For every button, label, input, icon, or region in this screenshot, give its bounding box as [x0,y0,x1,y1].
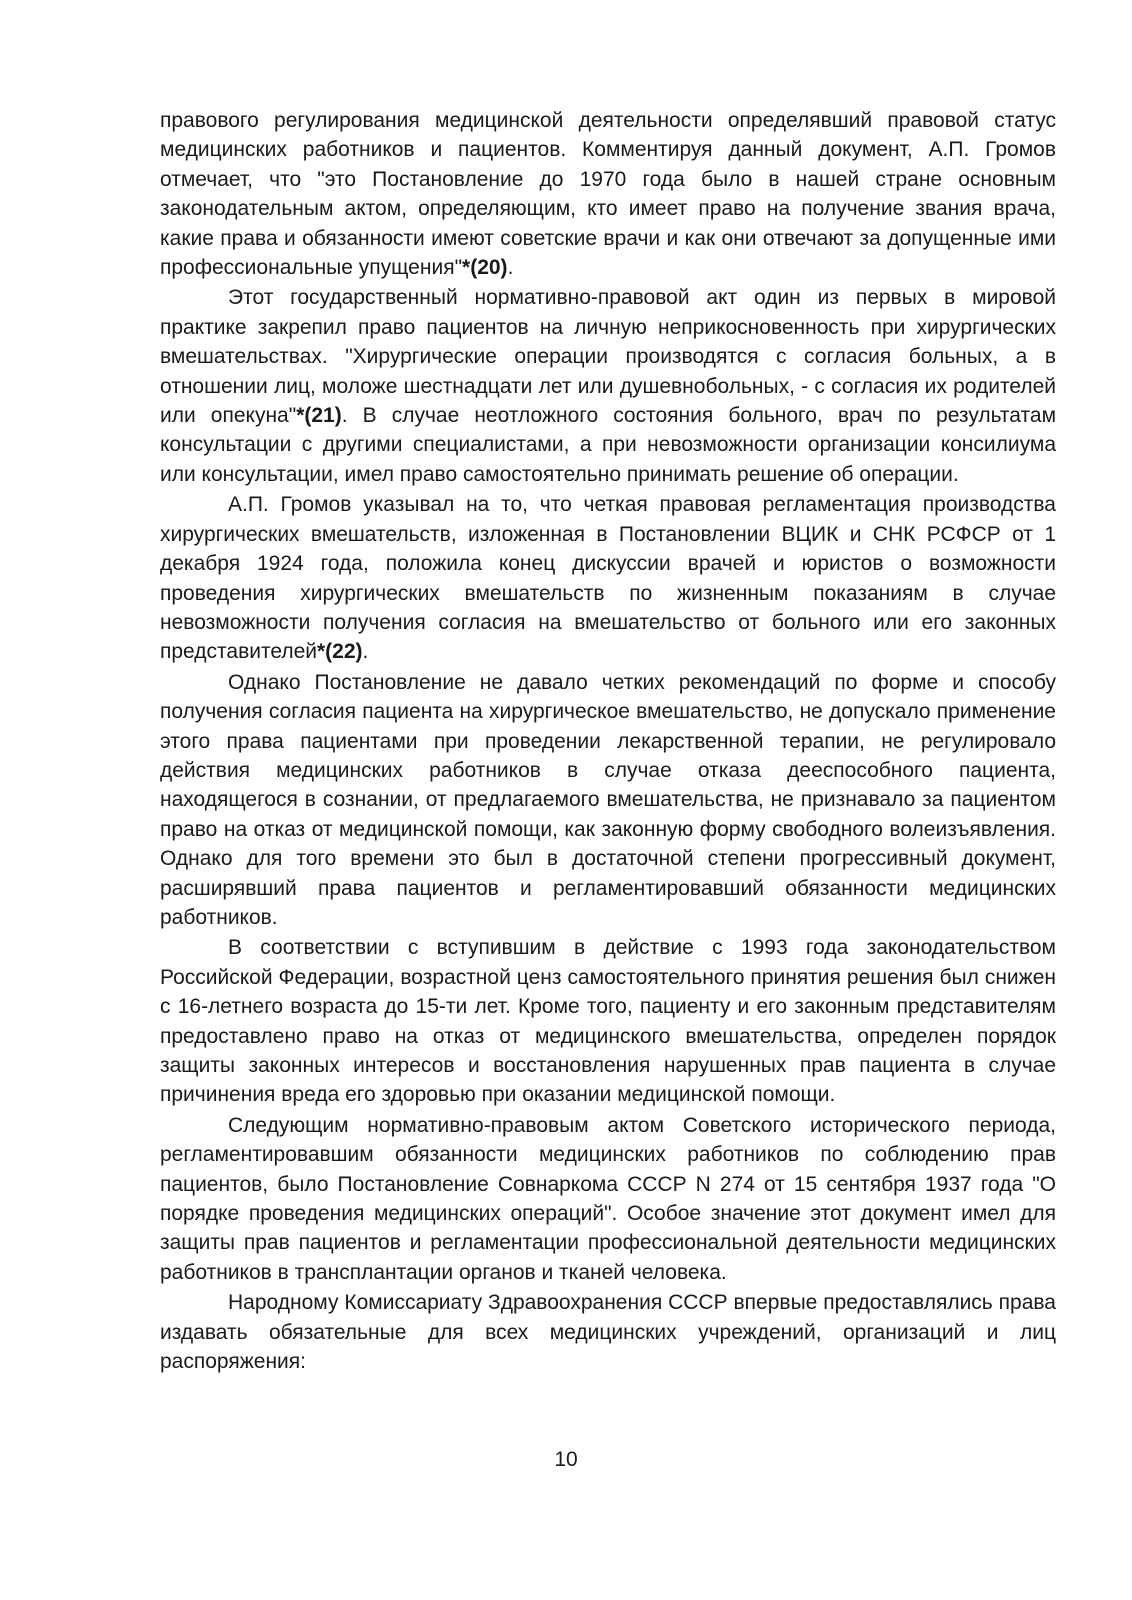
paragraph-7 [160,1288,1056,1376]
paragraph-5 [160,933,1056,1109]
paragraph-tail: . [507,256,514,280]
paragraph-3 [160,490,1056,666]
paragraph-text: Этот государственный нормативно-правовой акт один из первых в мировой практике закрепил право пациентов на личную неприкосновенность при хирургических вмешательствах. "Хирургические операции производятся с согласия больных, а в отношении лиц, моложе шестнадцати лет или душевнобольных, - с согласия их родителей или опекуна" [160,286,1056,428]
footnote-ref: *(20) [462,256,508,280]
paragraph-1 [160,106,1056,282]
document-page [160,106,1056,1376]
paragraph-tail: . В случае неотложного состояния больного, врач по результатам консультации с другими специалистами, а при невозможности организации консилиума или консультации, имел право самостоятельно принимать решение об операции. [160,404,1057,486]
footnote-ref: *(21) [296,404,342,428]
paragraph-text: Народному Комиссариату Здравоохранения СССР впервые предоставлялись права издавать обязательные для всех медицинских учреждений, организаций и лиц распоряжения: [160,1291,1056,1374]
paragraph-tail: . [362,640,369,664]
footnote-ref: *(22) [317,640,363,664]
paragraph-text: А.П. Громов указывал на то, что четкая правовая регламентация производства хирургических вмешательств, изложенная в Постановлении ВЦИК и СНК РСФСР от 1 декабря 1924 года, положила конец дискуссии врачей и юристов о возможности проведения хирургических вмешательств по жизненным показаниям в случае невозможности получения согласия на вмешательство от больного или его законных представителей [160,493,1056,664]
paragraph-text: правового регулирования медицинской деятельности определявший правовой статус медицинских работников и пациентов. Комментируя данный документ, А.П. Громов отмечает, что "это Постановление до 1970 года было в нашей стране основным законодательным актом, определяющим, кто имеет право на получение звания врача, какие права и обязанности имеют советские врачи и как они отвечают за допущенные ими профессиональные упущения" [160,109,1056,280]
paragraph-6 [160,1111,1056,1287]
paragraph-4 [160,668,1056,933]
paragraph-text: Однако Постановление не давало четких рекомендаций по форме и способу получения согласия пациента на хирургическое вмешательство, не допускало применение этого права пациентами при проведении лекарственной терапии, не регулировало действия медицинских работников в случае отказа дееспособного пациента, находящегося в сознании, от предлагаемого вмешательства, не признавало за пациентом право на отказ от медицинской помощи, как законную форму свободного волеизъявления. Однако для того времени это был в достаточной степени прогрессивный документ, расширявший права пациентов и регламентировавший обязанности медицинских работников. [160,670,1056,929]
paragraph-text: Следующим нормативно-правовым актом Советского исторического периода, регламентировавшим обязанности медицинских работников по соблюдению прав пациентов, было Постановление Совнаркома СССР N 274 от 15 сентября 1937 года "О порядке проведения медицинских операций". Особое значение этот документ имел для защиты прав пациентов и регламентации профессиональной деятельности медицинских работников в трансплантации органов и тканей человека. [160,1113,1056,1284]
paragraph-2 [160,283,1056,489]
paragraph-text: В соответствии с вступившим в действие с 1993 года законодательством Российской Федерации, возрастной ценз самостоятельного принятия решения был снижен с 16-летнего возраста до 15-ти лет. Кроме того, пациенту и его законным представителям предоставлено право на отказ от медицинского вмешательства, определен порядок защиты законных интересов и восстановления нарушенных прав пациента в случае причинения вреда его здоровью при оказании медицинской помощи. [160,936,1056,1107]
page-number: 10 [554,1448,578,1471]
